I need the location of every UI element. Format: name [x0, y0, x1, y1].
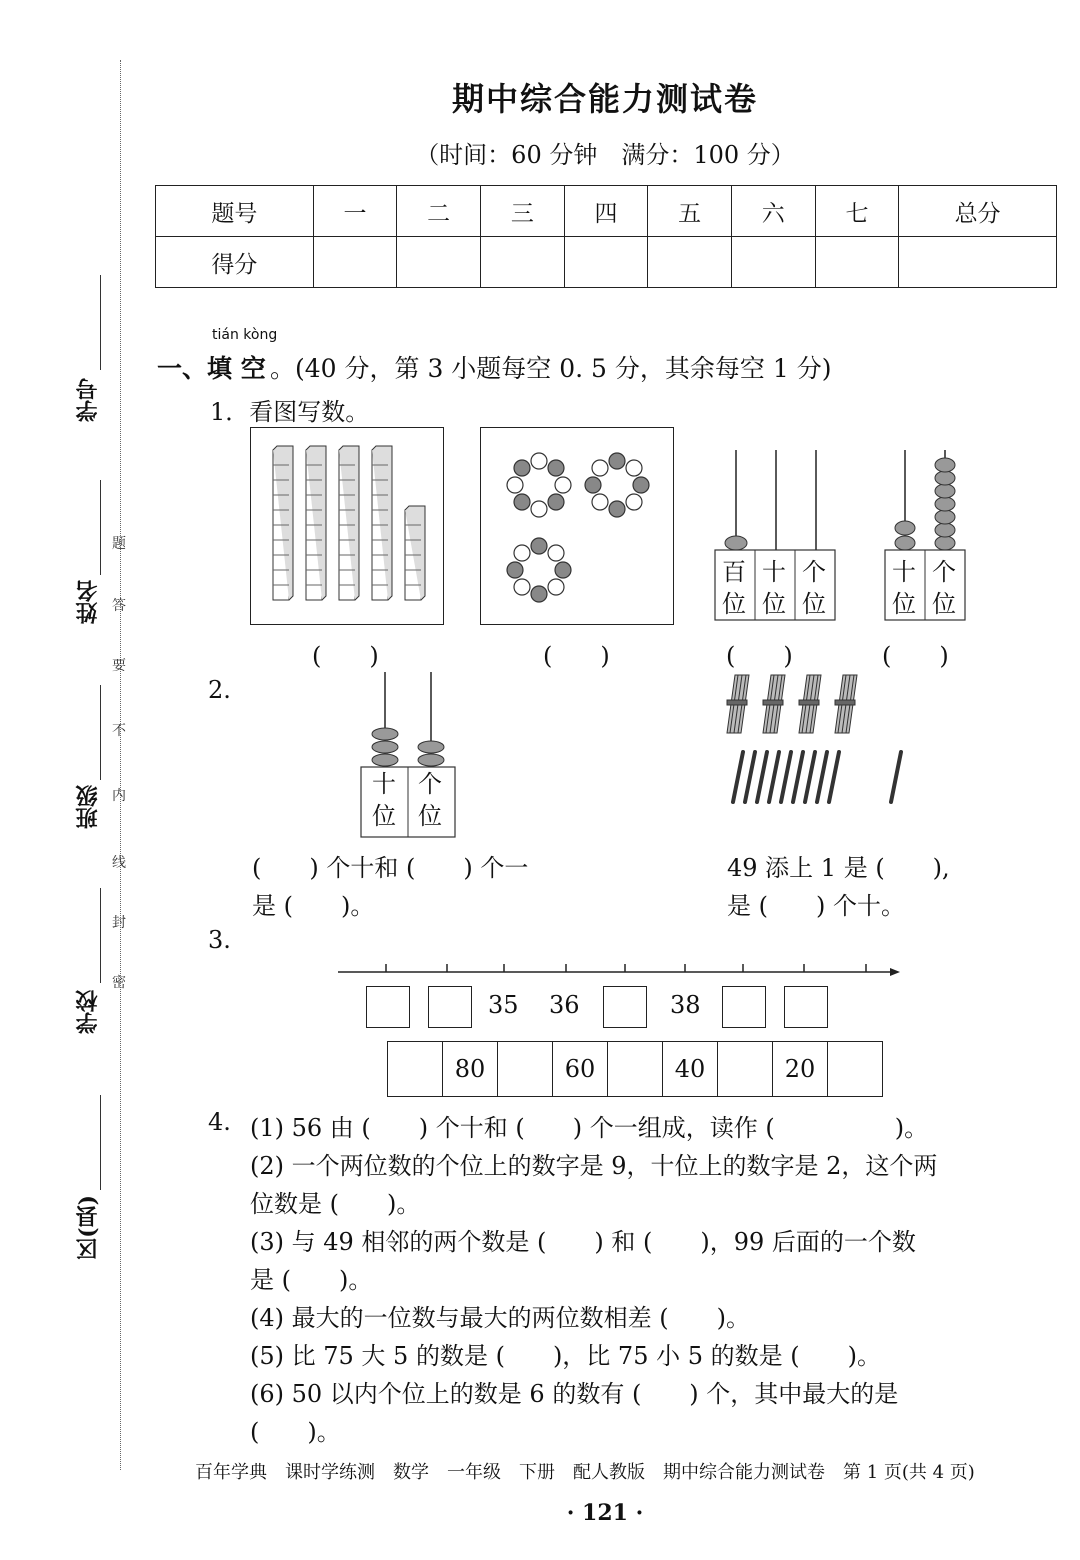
stick: [793, 752, 803, 802]
stick-bundle: [727, 675, 749, 733]
stick: [745, 752, 755, 802]
score-cell[interactable]: [397, 237, 481, 288]
district-line: [100, 1095, 101, 1190]
score-header-cell: 总分: [899, 186, 1057, 237]
binding-dotted-line: [120, 60, 121, 1470]
bead-ring: [585, 453, 649, 517]
q2-abacus-label-tens: 十 位: [372, 770, 396, 830]
q4-item: 是 ( )。: [250, 1266, 373, 1294]
school-line: [100, 888, 101, 983]
stick: [891, 752, 901, 802]
q4-item: (2) 一个两位数的个位上的数字是 9，十位上的数字是 2，这个两: [250, 1152, 938, 1180]
abacus-bead: [725, 536, 747, 550]
q3-seq-cell: 80: [443, 1042, 498, 1096]
q4-item: (4) 最大的一位数与最大的两位数相差 ( )。: [250, 1304, 750, 1332]
q4-item: (5) 比 75 大 5 的数是 ( )，比 75 小 5 的数是 ( )。: [250, 1342, 881, 1370]
q3-value: 38: [670, 991, 701, 1019]
q1-answer-blank[interactable]: ( ): [543, 642, 610, 670]
q4-item: (6) 50 以内个位上的数是 6 的数有 ( ) 个，其中最大的是: [250, 1380, 899, 1408]
bead-ring: [507, 538, 571, 602]
student-id-label: 学号: [75, 378, 101, 422]
score-header-cell: 一: [313, 186, 397, 237]
score-cell[interactable]: [564, 237, 648, 288]
name-line: [100, 480, 101, 575]
rod-ten: [273, 446, 293, 600]
q3-blank-box[interactable]: [366, 986, 410, 1028]
q3-seq-cell[interactable]: [388, 1042, 443, 1096]
abacus1-label-tens: 十 位: [762, 558, 786, 618]
score-cell[interactable]: [648, 237, 732, 288]
q3-seq-cell[interactable]: [718, 1042, 773, 1096]
seal-char: 要: [112, 658, 126, 674]
section1-pinyin: tián kòng: [212, 327, 278, 343]
q2-right-line2: 是 ( ) 个十。: [727, 892, 905, 920]
q2-label: 2.: [208, 676, 231, 704]
score-cell[interactable]: [313, 237, 397, 288]
page-number: · 121 ·: [566, 1500, 644, 1526]
q1-label: 1．看图写数。: [210, 398, 370, 426]
q4-item: (1) 56 由 ( ) 个十和 ( ) 个一组成，读作 ( )。: [250, 1114, 929, 1142]
q2-sticks: [725, 670, 915, 810]
page-subtitle: （时间：60 分钟 满分：100 分）: [415, 141, 795, 169]
seal-char: 内: [112, 788, 126, 804]
q4-item: ( )。: [250, 1418, 341, 1446]
rod-ten: [306, 446, 326, 600]
seal-char: 题: [112, 536, 126, 552]
rings-figure: [481, 428, 673, 624]
score-row-label: 得分: [156, 237, 314, 288]
school-label: 学校: [75, 990, 101, 1034]
score-header-row: [156, 186, 1057, 237]
seal-char: 封: [112, 915, 126, 931]
stick: [781, 752, 791, 802]
q4-label: 4.: [208, 1108, 231, 1136]
score-header-cell: 三: [480, 186, 564, 237]
stick: [769, 752, 779, 802]
q3-seq-cell: 40: [663, 1042, 718, 1096]
section1-desc: 。(40 分，第 3 小题每空 0. 5 分，其余每空 1 分): [270, 354, 832, 383]
q3-value: 36: [549, 991, 580, 1019]
abacus2-label-tens: 十 位: [892, 558, 916, 618]
seal-char: 不: [112, 723, 126, 739]
section1-label: 一、填 空: [157, 354, 266, 383]
stick-bundle: [799, 675, 821, 733]
rods-figure: [251, 428, 443, 624]
score-header-cell: 题号: [156, 186, 314, 237]
q3-blank-box[interactable]: [428, 986, 472, 1028]
stick-bundle: [763, 675, 785, 733]
score-header-cell: 七: [815, 186, 899, 237]
score-header-cell: 二: [397, 186, 481, 237]
q3-value: 35: [488, 991, 519, 1019]
bead-ring: [507, 453, 571, 517]
score-cell[interactable]: [480, 237, 564, 288]
score-cell[interactable]: [731, 237, 815, 288]
q3-blank-box[interactable]: [603, 986, 647, 1028]
district-label: 区(县): [75, 1195, 101, 1260]
q2-left-line1: ( ) 个十和 ( ) 个一: [252, 854, 529, 882]
q3-seq-cell[interactable]: [828, 1042, 882, 1096]
abacus1-label-hundreds: 百 位: [722, 558, 746, 618]
q3-sequence-boxes: [387, 1041, 883, 1097]
q2-left-line2: 是 ( )。: [252, 892, 375, 920]
student-id-line: [100, 275, 101, 370]
rod-ten: [372, 446, 392, 600]
score-header-cell: 四: [564, 186, 648, 237]
score-cell[interactable]: [815, 237, 899, 288]
q4-item: (3) 与 49 相邻的两个数是 ( ) 和 ( )，99 后面的一个数: [250, 1228, 916, 1256]
q3-number-line: [338, 960, 903, 980]
stick: [829, 752, 839, 802]
stick: [817, 752, 827, 802]
rod-units: [405, 506, 425, 600]
q3-seq-cell: 20: [773, 1042, 828, 1096]
q1-answer-blank[interactable]: ( ): [312, 642, 379, 670]
q2-right-line1: 49 添上 1 是 ( ),: [727, 854, 950, 882]
q1-answer-blank[interactable]: ( ): [726, 642, 793, 670]
name-label: 姓名: [75, 580, 101, 624]
q2-abacus-label-ones: 个 位: [418, 770, 442, 830]
page-footer: 百年学典 课时学练测 数学 一年级 下册 配人教版 期中综合能力测试卷 第 1 页(共 4 页): [195, 1462, 975, 1483]
stick: [733, 752, 743, 802]
seal-char: 密: [112, 975, 126, 991]
score-table: [155, 185, 1057, 288]
seal-char: 线: [112, 855, 126, 871]
stick: [805, 752, 815, 802]
q3-blank-box[interactable]: [722, 986, 766, 1028]
q1-picture-rings: [480, 427, 674, 625]
stick-bundle: [835, 675, 857, 733]
q3-blank-box[interactable]: [784, 986, 828, 1028]
abacus1-label-ones: 个 位: [802, 558, 826, 618]
class-line: [100, 685, 101, 780]
score-header-cell: 六: [731, 186, 815, 237]
score-header-cell: 五: [648, 186, 732, 237]
abacus2-label-ones: 个 位: [932, 558, 956, 618]
q1-answer-blank[interactable]: ( ): [882, 642, 949, 670]
q3-label: 3.: [208, 926, 231, 954]
score-row: [156, 237, 1057, 288]
stick: [757, 752, 767, 802]
score-cell[interactable]: [899, 237, 1057, 288]
q3-seq-cell[interactable]: [608, 1042, 663, 1096]
q3-seq-cell: 60: [553, 1042, 608, 1096]
rod-ten: [339, 446, 359, 600]
q1-picture-rods: [250, 427, 444, 625]
q3-seq-cell[interactable]: [498, 1042, 553, 1096]
q4-item: 位数是 ( )。: [250, 1190, 421, 1218]
class-label: 班级: [75, 785, 101, 829]
page-title: 期中综合能力测试卷: [451, 80, 758, 118]
seal-char: 答: [112, 598, 126, 614]
